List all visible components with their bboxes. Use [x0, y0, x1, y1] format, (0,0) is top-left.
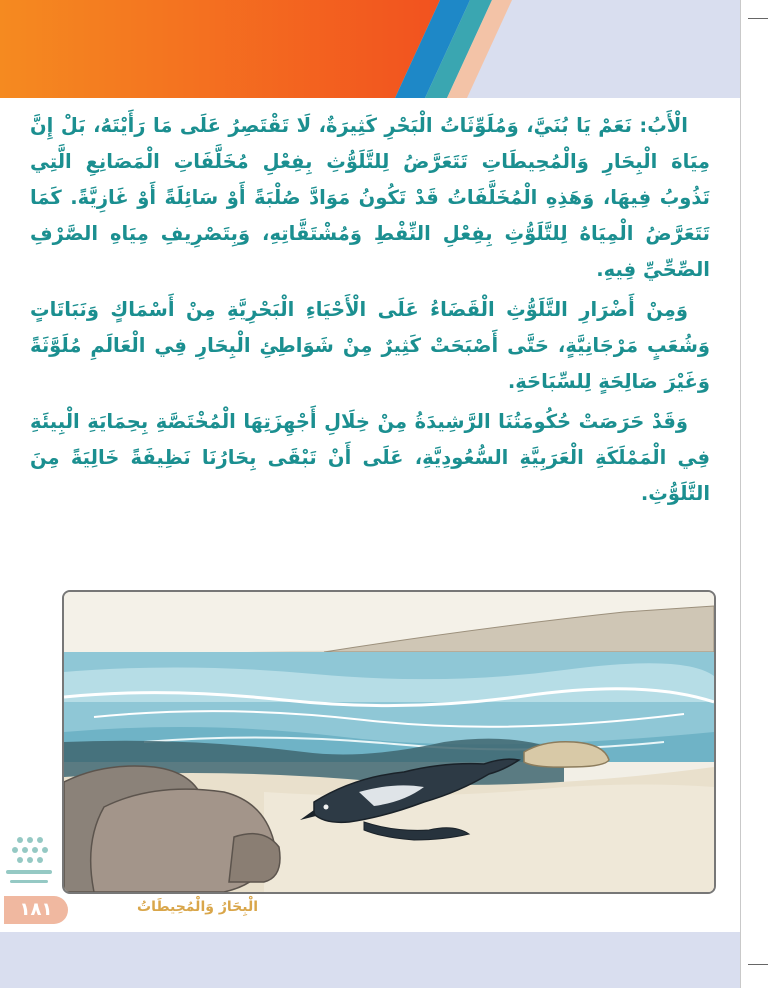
paragraph-3: وَقَدْ حَرَصَتْ حُكُومَتُنَا الرَّشِيدَةُ مِنْ خِلَالِ أَجْهِزَتِهَا الْمُخْتَصَّةِ بِحِمَايَةِ الْبِيئَةِ فِي الْمَمْلَكَةِ الْعَرَبِيَّةِ السُّعُودِيَّةِ، عَلَى أَنْ تَبْقَى بِحَارُنَا نَظِيفَةً خَالِيَةً مِنَ التَّلَوُّثِ. — [30, 410, 710, 505]
footer-band — [0, 932, 740, 988]
crop-mark — [748, 964, 768, 965]
crop-mark — [748, 18, 768, 19]
paragraph-1: الْأَبُ: نَعَمْ يَا بُنَيَّ، وَمُلَوِّثَاتُ الْبَحْرِ كَثِيرَةٌ، لَا تَقْتَصِرُ عَلَى مَا رَأَيْتَهُ، بَلْ إِنَّ مِيَاهَ الْبِحَارِ وَالْمُحِيطَاتِ تَتَعَرَّضُ لِلتَّلَوُّثِ بِفِعْلِ مُخَلَّفَاتِ الْمَصَانِعِ الَّتِي تَذُوبُ فِيهَا، وَهَذِهِ الْمُخَلَّفَاتُ قَدْ تَكُونُ مَوَادَّ صُلْبَةً أَوْ سَائِلَةً أَوْ غَازِيَّةً. كَمَا تَتَعَرَّضُ الْمِيَاهُ لِلتَّلَوُّثِ بِفِعْلِ النِّفْطِ وَمُشْتَقَّاتِهِ، وَبِتَصْرِيفِ مِيَاهِ الصَّرْفِ الصِّحِّيِّ فِيهِ. — [30, 114, 710, 281]
page-number: ١٨١ — [4, 896, 68, 924]
ministry-logo-icon — [0, 830, 60, 900]
page-edge-line — [740, 0, 741, 988]
story-text — [30, 108, 710, 516]
paragraph-2: وَمِنْ أَضْرَارِ التَّلَوُّثِ الْقَضَاءُ عَلَى الْأَحْيَاءِ الْبَحْرِيَّةِ مِنْ أَسْمَاكٍ وَنَبَاتَاتٍ وَشُعَبٍ مَرْجَانِيَّةٍ، حَتَّى أَصْبَحَتْ كَثِيرٌ مِنْ شَوَاطِئِ الْبِحَارِ فِي الْعَالَمِ مُلَوَّثَةً وَغَيْرَ صَالِحَةٍ لِلسِّبَاحَةِ. — [30, 298, 710, 393]
book-title: الْبِحَارُ وَالْمُحِيطَاتُ — [137, 899, 258, 915]
oiled-bird-illustration — [62, 590, 716, 894]
header-stripes — [0, 0, 768, 100]
